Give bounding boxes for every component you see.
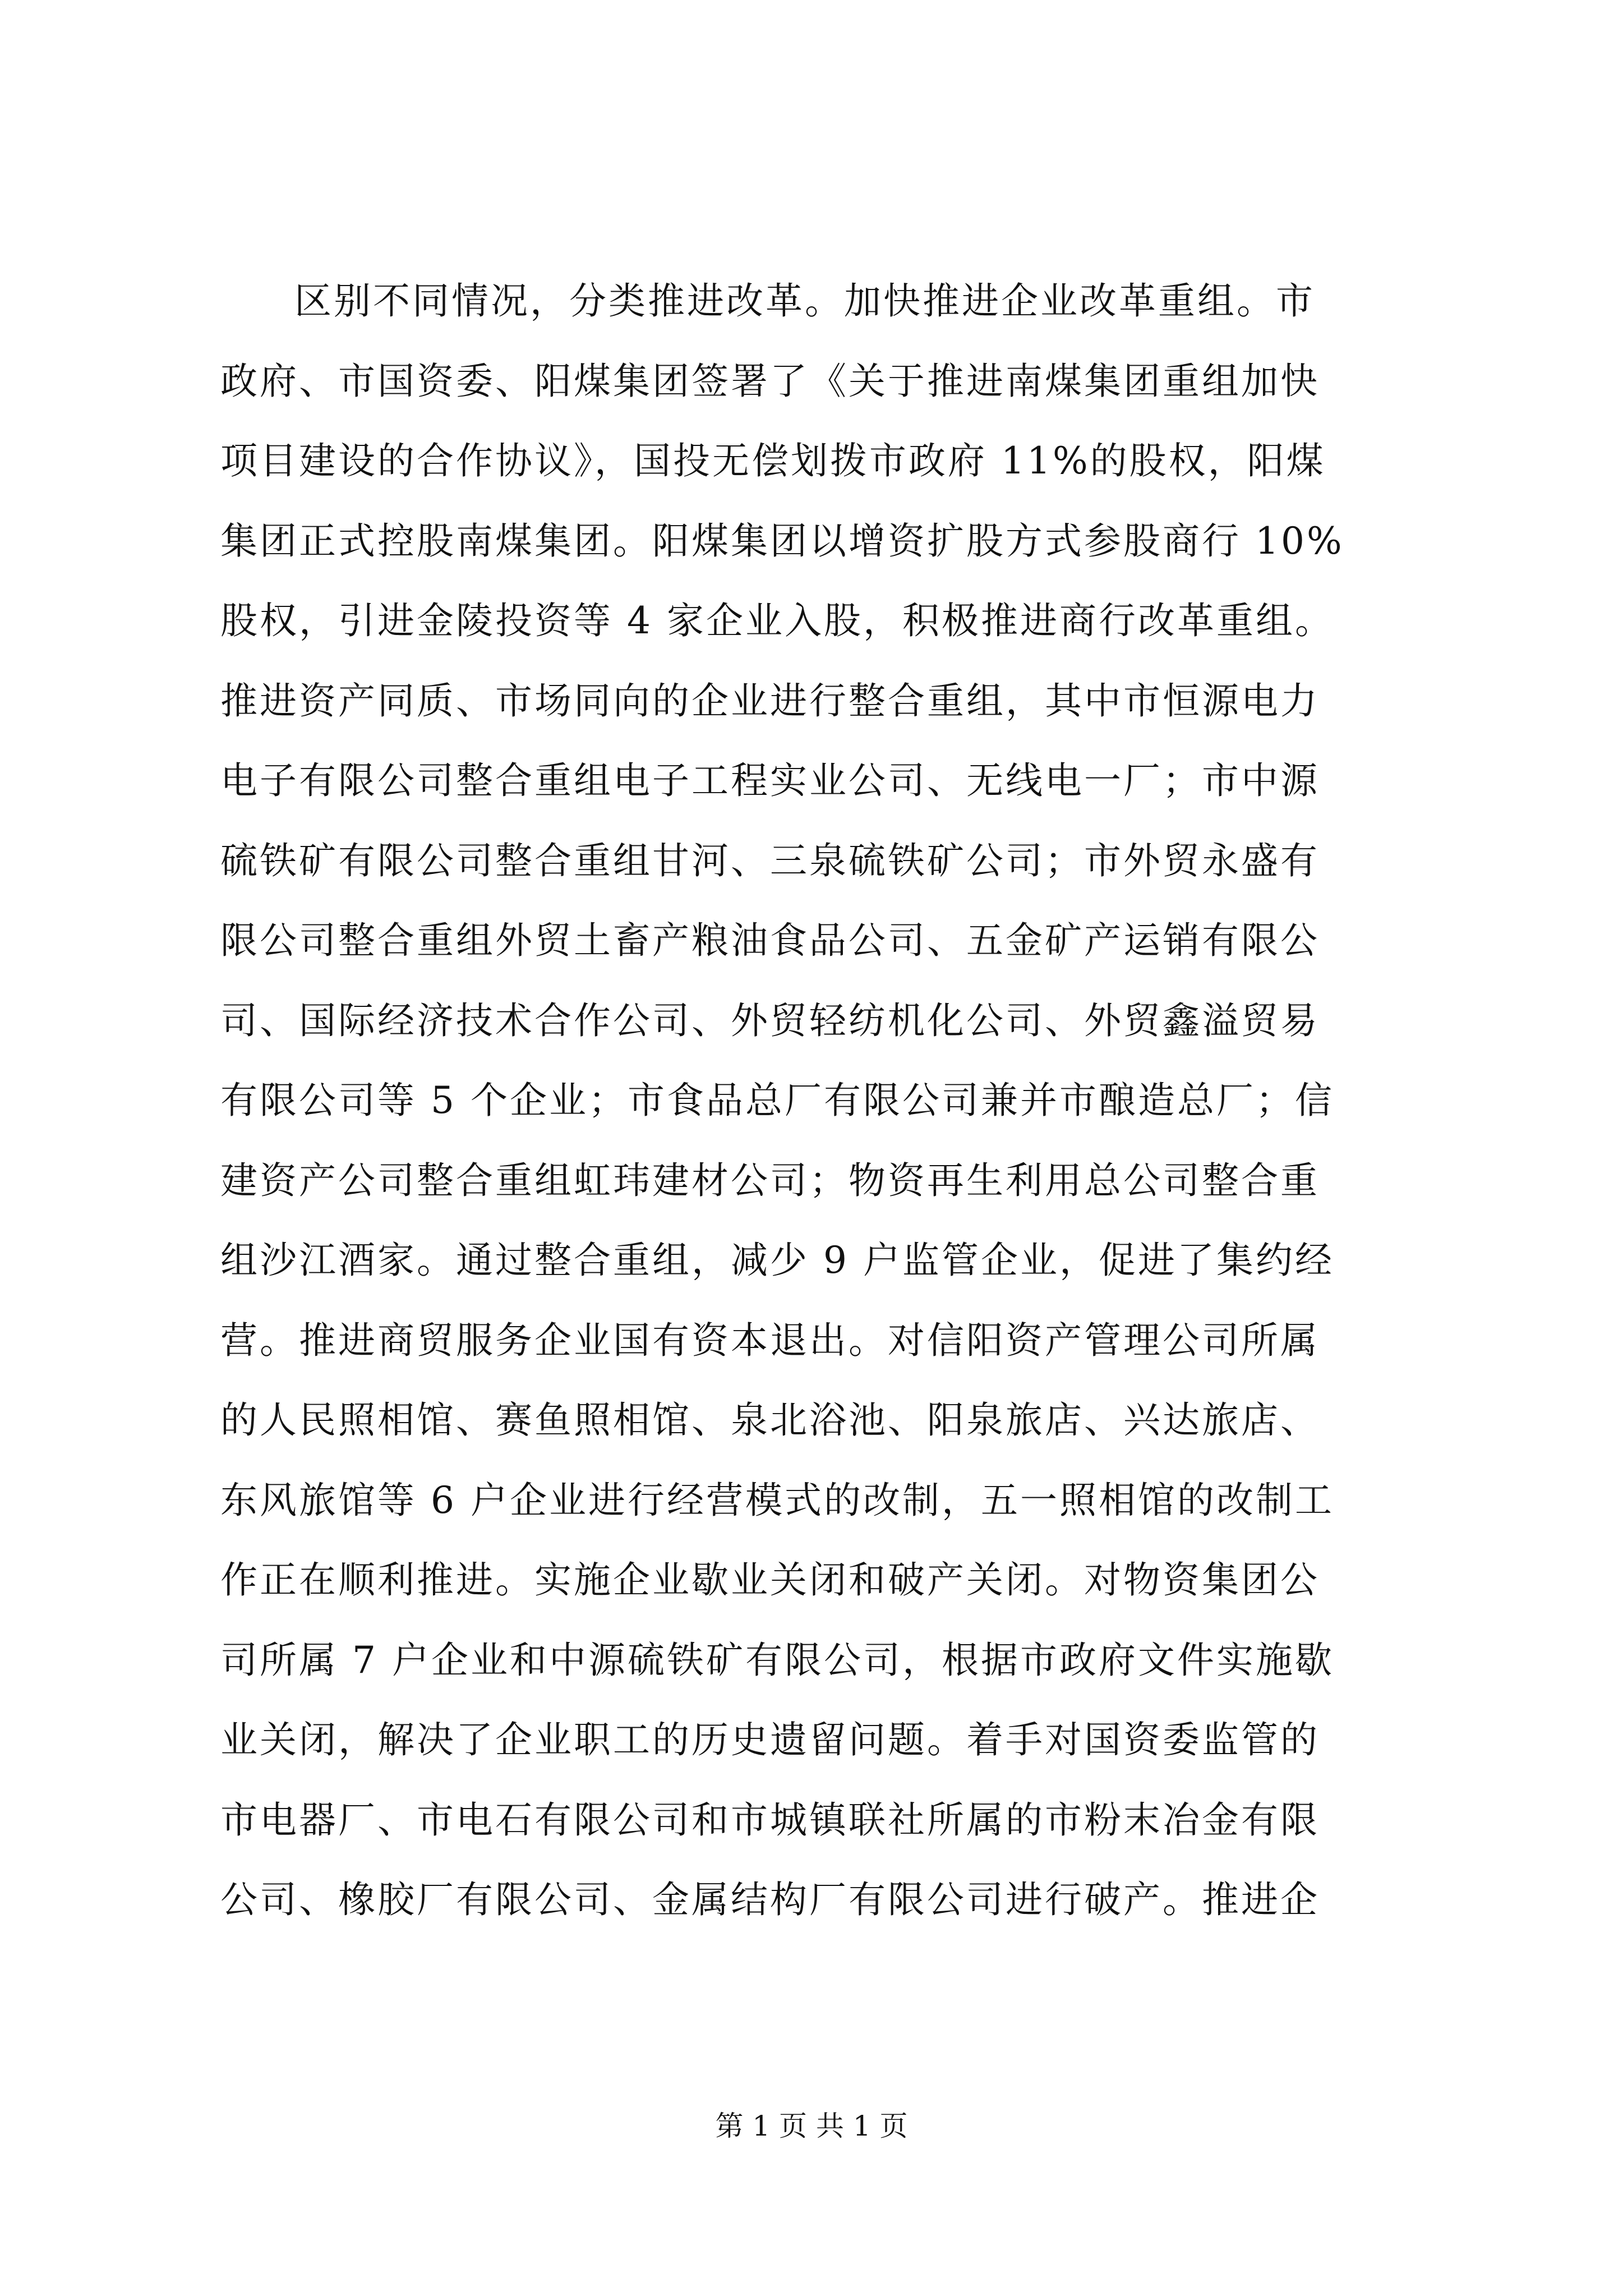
text-line: 司所属 7 户企业和中源硫铁矿有限公司，根据市政府文件实施歇	[220, 1638, 1334, 1682]
text-line: 项目建设的合作协议》，国投无偿划拨市政府 11%的股权，阳煤	[220, 439, 1326, 482]
text-line: 政府、市国资委、阳煤集团签署了《关于推进南煤集团重组加快	[220, 359, 1320, 403]
text-line: 有限公司等 5 个企业；市食品总厂有限公司兼并市酿造总厂；信	[220, 1079, 1334, 1122]
text-line: 建资产公司整合重组虹玮建材公司；物资再生利用总公司整合重	[220, 1158, 1320, 1202]
text-line: 区别不同情况，分类推进改革。加快推进企业改革重组。市	[294, 279, 1315, 323]
text-line: 电子有限公司整合重组电子工程实业公司、无线电一厂；市中源	[220, 759, 1320, 802]
text-line: 营。推进商贸服务企业国有资本退出。对信阳资产管理公司所属	[220, 1318, 1320, 1362]
text-line: 业关闭，解决了企业职工的历史遗留问题。着手对国资委监管的	[220, 1718, 1320, 1761]
text-line: 限公司整合重组外贸土畜产粮油食品公司、五金矿产运销有限公	[220, 919, 1320, 962]
text-line: 公司、橡胶厂有限公司、金属结构厂有限公司进行破产。推进企	[220, 1878, 1320, 1921]
body-paragraph	[220, 261, 1404, 1940]
page-footer: 第 1 页 共 1 页	[715, 2110, 908, 2142]
text-line: 市电器厂、市电石有限公司和市城镇联社所属的市粉末冶金有限	[220, 1798, 1320, 1842]
text-line: 东风旅馆等 6 户企业进行经营模式的改制，五一照相馆的改制工	[220, 1478, 1334, 1522]
text-line: 推进资产同质、市场同向的企业进行整合重组，其中市恒源电力	[220, 679, 1320, 723]
text-line: 司、国际经济技术合作公司、外贸轻纺机化公司、外贸鑫溢贸易	[220, 999, 1320, 1042]
text-line: 组沙江酒家。通过整合重组，减少 9 户监管企业，促进了集约经	[220, 1239, 1334, 1282]
text-line: 的人民照相馆、赛鱼照相馆、泉北浴池、阳泉旅店、兴达旅店、	[220, 1398, 1320, 1442]
text-line: 作正在顺利推进。实施企业歇业关闭和破产关闭。对物资集团公	[220, 1558, 1320, 1602]
text-line: 硫铁矿有限公司整合重组甘河、三泉硫铁矿公司；市外贸永盛有	[220, 839, 1320, 882]
text-line: 股权，引进金陵投资等 4 家企业入股，积极推进商行改革重组。	[220, 599, 1334, 642]
text-line: 集团正式控股南煤集团。阳煤集团以增资扩股方式参股商行 10%	[220, 519, 1344, 563]
